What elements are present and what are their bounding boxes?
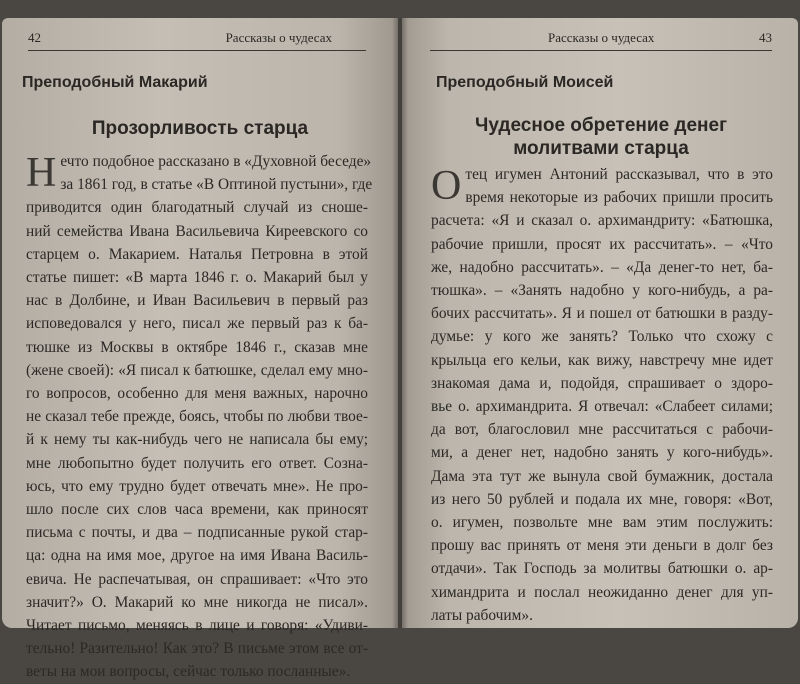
text-line: веты на мои вопросы, сейчас только посланные». <box>26 663 351 681</box>
text-line: не сказал тебе прежде, боясь, чтобы по любви твое- <box>26 408 368 426</box>
text-line: бочих рассчитать». Я и пошел от батюшки в разду- <box>431 305 773 323</box>
right-running-header <box>430 28 772 46</box>
right-title-line-1: Чудесное обретение денег <box>474 115 728 136</box>
text-line: ми, а денег нет, надобно занять у кого-нибудь». <box>431 444 773 462</box>
text-line: тюшка». – «Занять надобно у кого-нибудь, а ра- <box>431 282 773 300</box>
text-line: расчета: «Я и сказал о. архимандриту: «Батюшка, <box>431 212 773 230</box>
left-chapter-title: Прозорливость старца <box>91 118 309 139</box>
text-line: о. игумен, позвольте мне вам этим послужить: <box>431 514 773 532</box>
right-chapter-title <box>430 114 772 160</box>
text-line: Читает письмо, меняясь в лице и говоря: «Удиви- <box>26 617 368 635</box>
text-line: за 1861 год, в статье «В Оптиной пустыни», где <box>60 176 373 194</box>
left-section-heading: Преподобный Макарий <box>22 74 208 91</box>
left-running-title: Рассказы о чудесах <box>225 30 332 45</box>
text-line: евича. Не распечатывая, он спрашивает: «Что это <box>26 570 368 588</box>
text-line: (жене своей): «Я писал к батюшке, сделал ему мно- <box>26 361 368 379</box>
text-line: прошу вас принять от меня эти деньги в долг без <box>431 537 773 555</box>
text-line: отдачи». Так Господь за молитвы батюшки о. ар- <box>431 560 773 578</box>
right-running-title: Рассказы о чудесах <box>548 30 655 45</box>
text-line: го вопросов, особенно для меня важных, нарочно <box>26 385 368 403</box>
text-line: статье пишет: «В марта 1846 г. о. Макарий был у <box>26 269 368 287</box>
text-line: нас в Долбине, и Иван Васильевич в первый раз <box>26 292 368 310</box>
text-line: да вот, благословил мне рассчитаться с рабочи- <box>431 421 773 439</box>
text-line: тец игумен Антоний рассказывал, что в это <box>465 166 773 183</box>
text-line: мне любопытно будет получить его ответ. Созна- <box>26 454 368 472</box>
text-line: юсь, что ему трудно будет отвечать мне». Не про- <box>26 477 368 495</box>
text-line: тельно! Разительно! Как это? В письме этом все от- <box>26 640 368 658</box>
left-page-number: 42 <box>28 30 41 45</box>
right-dropcap: О <box>431 163 462 209</box>
text-line: латы рабочим». <box>431 606 533 624</box>
right-title-line-2: молитвами старца <box>513 138 689 159</box>
text-line: думье: у кого же занять? Только что схожу с <box>431 328 773 346</box>
text-line: значит?» О. Макарий ко мне никогда не писал». <box>26 593 368 611</box>
text-line: тюшке из Москвы в октябре 1846 г., сказав мне <box>26 338 368 356</box>
text-line: Дама эта тут же вынула свой бумажник, достала <box>431 467 773 485</box>
right-body-text <box>431 163 773 627</box>
text-line: крыльца его кельи, как вижу, навстречу мне идет <box>431 351 773 369</box>
text-line: ний семейства Ивана Васильевича Киреевского со <box>26 222 368 240</box>
text-line: ечто подобное рассказано в «Духовной беседе» <box>60 153 372 170</box>
text-line: вье о. архимандрита. Я отвечал: «Слабеет силами; <box>431 398 773 416</box>
text-line: письма с почты, и два – подписанные рукой стар- <box>26 524 368 542</box>
text-line: время некоторые из рабочих пришли просить <box>465 189 773 207</box>
right-page-number: 43 <box>759 30 772 45</box>
book-gutter <box>392 18 408 628</box>
left-running-header <box>28 28 366 46</box>
left-body-text <box>26 150 373 684</box>
text-line: из него 50 рублей и подала их мне, говоря: «Вот, <box>431 490 773 508</box>
text-line: ца: одна на имя мое, другое на имя Ивана Василь- <box>26 547 368 565</box>
text-line: старцем о. Макарием. Наталья Петровна в этой <box>26 245 368 263</box>
right-header-rule <box>430 50 772 51</box>
text-line: рабочие пришли, просят их рассчитать». – «Что <box>431 235 773 253</box>
left-dropcap: Н <box>26 150 57 196</box>
right-section-heading: Преподобный Моисей <box>436 74 614 91</box>
text-line: знакомая дама и, подойдя, спрашивает о здоро- <box>431 374 773 392</box>
text-line: шло после сих слов часа времени, как приносят <box>26 501 368 519</box>
text-line: исповедовался у него, писал же первый раз к ба- <box>26 315 368 333</box>
text-line: же, надобно рассчитать». – «Да денег-то нет, ба- <box>431 258 773 276</box>
left-header-rule <box>28 50 366 51</box>
text-line: приводится один благодатный случай из сноше- <box>26 199 368 217</box>
text-line: химандрита и послал неожиданно денег для уп- <box>431 583 773 601</box>
text-line: й к нему ты как-нибудь чего не написала бы ему; <box>26 431 368 449</box>
